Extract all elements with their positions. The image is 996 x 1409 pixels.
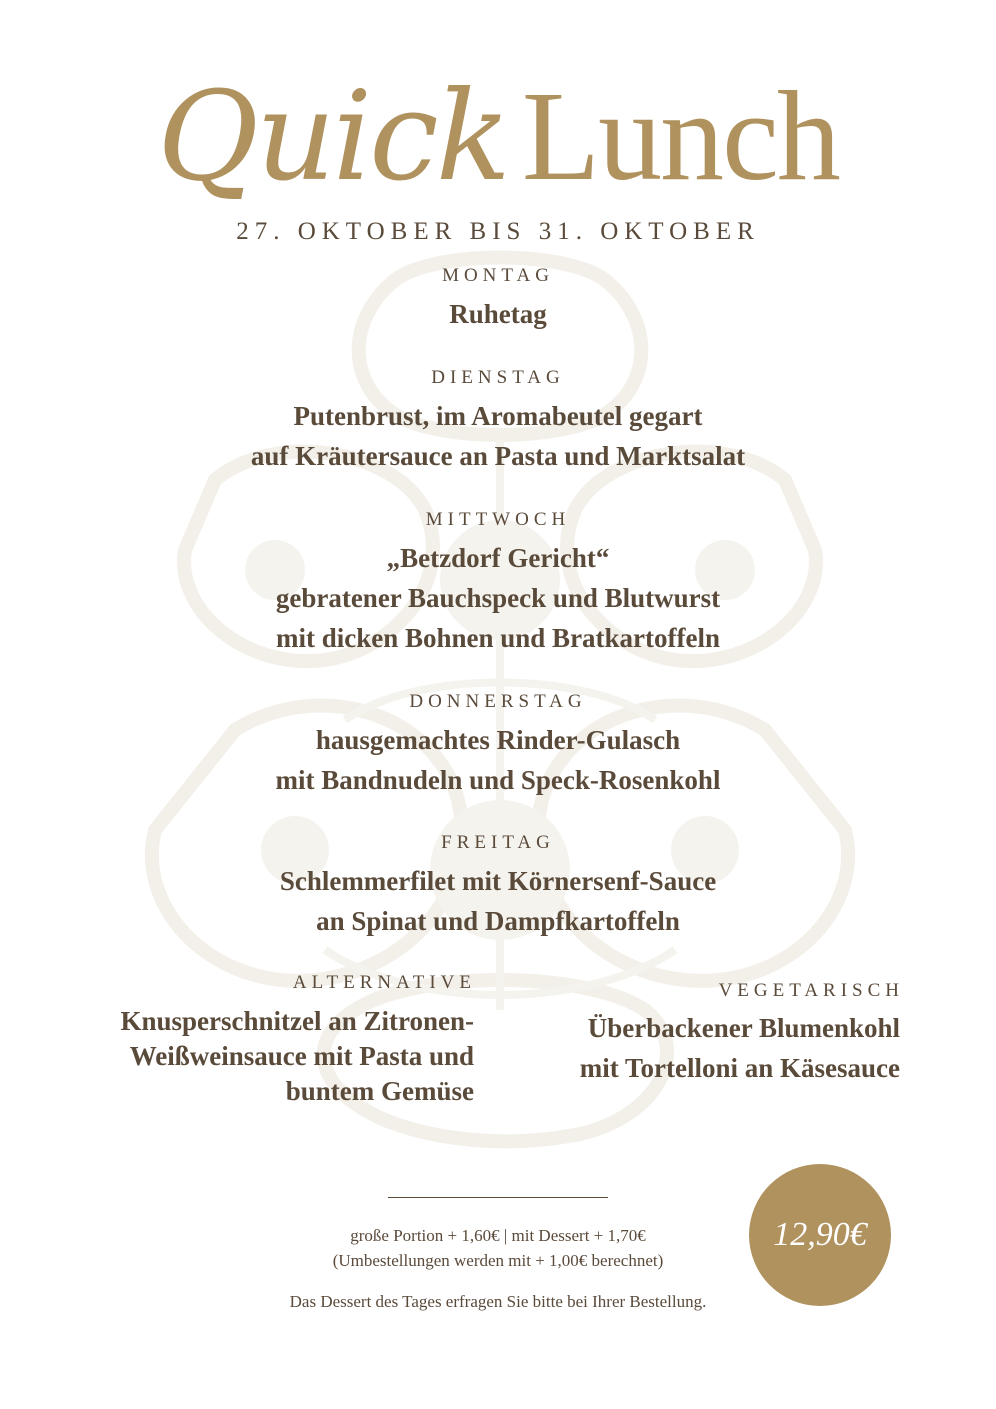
alternative-label: ALTERNATIVE (292, 972, 476, 993)
dish-line: mit Bandnudeln und Speck-Rosenkohl (275, 765, 721, 795)
price-value: 12,90€ (773, 1216, 867, 1253)
dish-line: Schlemmerfilet mit Körnersenf-Sauce (279, 866, 717, 896)
dish-line: Überbackener Blumenkohl (587, 1013, 900, 1043)
dish-line: auf Kräutersauce an Pasta und Marktsalat (250, 441, 746, 471)
dish-line: buntem Gemüse (285, 1076, 474, 1106)
title-quick: Quick (157, 65, 508, 209)
date-range: 27. OKTOBER BIS 31. OKTOBER (236, 218, 760, 245)
dish-line: Putenbrust, im Aromabeutel gegart (293, 401, 703, 431)
dish-line: Knusperschnitzel an Zitronen- (120, 1006, 474, 1036)
dish-freitag (0, 861, 996, 941)
dish-line: an Spinat und Dampfkartoffeln (316, 906, 680, 936)
dish-line: Weißweinsauce mit Pasta und (129, 1041, 474, 1071)
dish-line: „Betzdorf Gericht“ (386, 543, 610, 573)
dish-line: gebratener Bauchspeck und Blutwurst (275, 583, 721, 613)
divider (388, 1197, 608, 1198)
pricing-note: große Portion + 1,60€ | mit Dessert + 1,70€ (350, 1226, 646, 1245)
dessert-note: Das Dessert des Tages erfragen Sie bitte bei Ihrer Bestellung. (289, 1292, 707, 1311)
dish-line: hausgemachtes Rinder-Gulasch (315, 725, 681, 755)
dish-line: mit Tortelloni an Käsesauce (579, 1053, 900, 1083)
day-label-mittwoch: MITTWOCH (425, 509, 571, 530)
vegetarisch-dish (500, 1008, 900, 1088)
dish-montag (0, 294, 996, 334)
page-title (0, 65, 996, 209)
title-lunch: Lunch (521, 65, 839, 207)
dish-dienstag (0, 396, 996, 476)
vegetarisch-label: VEGETARISCH (718, 980, 904, 1001)
dish-line: mit dicken Bohnen und Bratkartoffeln (275, 623, 721, 653)
dish-donnerstag (0, 720, 996, 800)
dish-mittwoch (0, 538, 996, 658)
rebooking-note: (Umbestellungen werden mit + 1,00€ berechnet) (332, 1251, 664, 1270)
alternative-dish (54, 1004, 474, 1109)
day-label-dienstag: DIENSTAG (431, 367, 565, 388)
day-label-montag: MONTAG (442, 265, 554, 286)
day-label-donnerstag: DONNERSTAG (409, 691, 587, 712)
dish-line: Ruhetag (449, 299, 547, 329)
price-badge (749, 1164, 891, 1306)
day-label-freitag: FREITAG (441, 832, 555, 853)
